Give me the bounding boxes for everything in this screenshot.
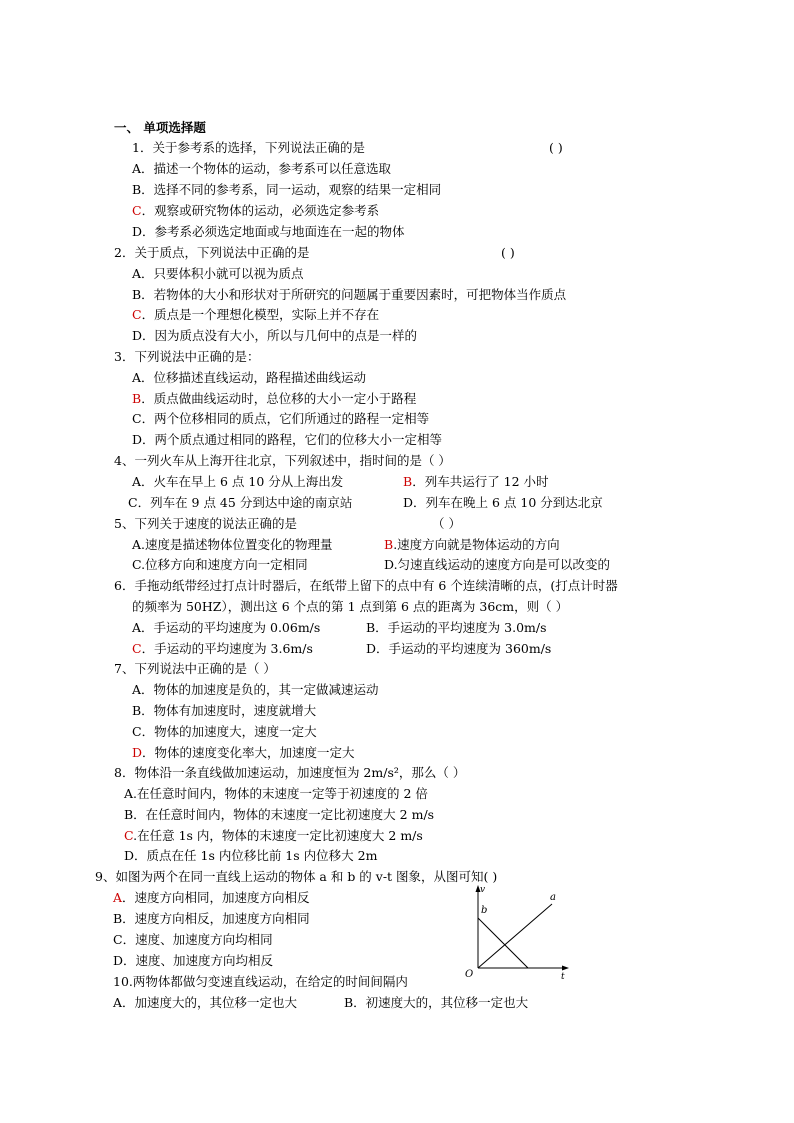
q3-option-d: D．两个质点通过相同的路程，它们的位移大小一定相等 bbox=[132, 432, 443, 447]
a-label: a bbox=[550, 892, 556, 903]
q5-option-b-text: .速度方向就是物体运动的方向 bbox=[393, 537, 560, 552]
q7-option-a: A．物体的加速度是负的，其一定做减速运动 bbox=[132, 682, 379, 697]
q2-option-c-text: ．质点是一个理想化模型，实际上并不存在 bbox=[141, 307, 380, 322]
q7-option-d bbox=[132, 745, 355, 761]
q1-option-c bbox=[132, 203, 379, 219]
q3-stem: 3．下列说法中正确的是： bbox=[114, 349, 260, 364]
q8-option-a: A.在任意时间内，物体的末速度一定等于初速度的 2 倍 bbox=[124, 786, 428, 801]
q8-option-c-letter: C bbox=[124, 828, 134, 843]
q10-option-b: B．初速度大的，其位移一定也大 bbox=[344, 995, 529, 1010]
q5-option-a: A.速度是描述物体位置变化的物理量 bbox=[132, 537, 333, 552]
q9-option-a-letter: A bbox=[113, 890, 123, 905]
q1-option-d: D．参考系必须选定地面或与地面连在一起的物体 bbox=[132, 224, 405, 239]
section-title: 一、 单项选择题 bbox=[114, 120, 206, 135]
q5-option-b bbox=[384, 537, 560, 553]
q5-stem: 5、下列关于速度的说法正确的是 bbox=[114, 516, 297, 531]
q9-option-d: D．速度、加速度方向均相反 bbox=[113, 953, 274, 968]
q9-option-a-text: ．速度方向相同，加速度方向相反 bbox=[122, 890, 310, 905]
q8-option-b: B．在任意时间内，物体的末速度一定比初速度大 2 m/s bbox=[124, 807, 435, 822]
q5-option-b-letter: B bbox=[384, 537, 394, 552]
q4-option-b-text: ．列车共运行了 12 小时 bbox=[412, 474, 549, 489]
q2-option-c bbox=[132, 307, 379, 323]
q6-stem-line2: 的频率为 50HZ），测出这 6 个点的第 1 点到第 6 点的距离为 36cm，则（ ） bbox=[132, 599, 569, 614]
q7-stem: 7、下列说法中正确的是（ ） bbox=[114, 661, 276, 676]
q8-option-c-text: .在任意 1s 内，物体的末速度一定比初速度大 2 m/s bbox=[133, 828, 423, 843]
q9-stem: 9、如图为两个在同一直线上运动的物体 a 和 b 的 v-t 图象，从图可知( ) bbox=[95, 869, 498, 884]
line-b bbox=[478, 918, 528, 968]
q1-stem: 1．关于参考系的选择，下列说法正确的是 bbox=[132, 140, 365, 155]
q3-option-b bbox=[132, 391, 416, 407]
q6-stem-line1: 6．手拖动纸带经过打点计时器后，在纸带上留下的点中有 6 个连续清晰的点，(打点计时器 bbox=[114, 578, 618, 593]
q4-option-a: A．火车在早上 6 点 10 分从上海出发 bbox=[132, 474, 344, 489]
q7-option-b: B．物体有加速度时，速度就增大 bbox=[132, 703, 317, 718]
q2-option-b: B．若物体的大小和形状对于所研究的问题属于重要因素时，可把物体当作质点 bbox=[132, 287, 567, 302]
q5-option-d: D.匀速直线运动的速度方向是可以改变的 bbox=[384, 557, 611, 572]
q4-option-c: C．列车在 9 点 45 分到达中途的南京站 bbox=[128, 495, 353, 510]
q7-option-d-letter: D bbox=[132, 745, 143, 760]
q8-option-c bbox=[124, 828, 423, 844]
b-label: b bbox=[481, 905, 488, 916]
q4-option-b bbox=[403, 474, 549, 490]
q8-stem: 8．物体沿一条直线做加速运动，加速度恒为 2m/s²，那么（ ） bbox=[114, 765, 466, 780]
q3-option-c: C．两个位移相同的质点，它们所通过的路程一定相等 bbox=[132, 411, 430, 426]
q1-option-c-text: ．观察或研究物体的运动，必须选定参考系 bbox=[141, 203, 380, 218]
q5-option-c: C.位移方向和速度方向一定相同 bbox=[132, 557, 308, 572]
v-label: v bbox=[480, 885, 486, 895]
q2-option-c-letter: C bbox=[132, 307, 142, 322]
q1-option-b: B．选择不同的参考系，同一运动，观察的结果一定相同 bbox=[132, 182, 442, 197]
t-axis-arrow bbox=[562, 966, 569, 971]
vt-graph bbox=[456, 880, 576, 988]
q3-option-a: A．位移描述直线运动，路程描述曲线运动 bbox=[132, 370, 367, 385]
t-label: t bbox=[561, 972, 565, 982]
q4-option-d: D．列车在晚上 6 点 10 分到达北京 bbox=[403, 495, 603, 510]
q1-option-a: A．描述一个物体的运动，参考系可以任意选取 bbox=[132, 161, 392, 176]
q6-option-c-letter: C bbox=[132, 641, 142, 656]
q2-stem: 2．关于质点，下列说法中正确的是 bbox=[114, 245, 310, 260]
q4-stem: 4、一列火车从上海开往北京，下列叙述中，指时间的是（ ） bbox=[114, 453, 451, 468]
q3-option-b-letter: B bbox=[132, 391, 142, 406]
q6-option-a: A．手运动的平均速度为 0.06m/s bbox=[132, 620, 321, 635]
q10-stem: 10.两物体都做匀变速直线运动，在给定的时间间隔内 bbox=[113, 974, 408, 989]
q7-option-c: C．物体的加速度大，速度一定大 bbox=[132, 724, 317, 739]
q2-option-d: D．因为质点没有大小，所以与几何中的点是一样的 bbox=[132, 328, 418, 343]
q9-option-b: B．速度方向相反，加速度方向相同 bbox=[113, 911, 310, 926]
q1-answer-bracket: ( ) bbox=[549, 140, 563, 155]
q1-option-c-letter: C bbox=[132, 203, 142, 218]
q6-option-c-text: ．手运动的平均速度为 3.6m/s bbox=[141, 641, 313, 656]
q2-option-a: A．只要体积小就可以视为质点 bbox=[132, 266, 304, 281]
origin-label: O bbox=[465, 969, 474, 980]
q8-option-d: D．质点在任 1s 内位移比前 1s 内位移大 2m bbox=[124, 848, 378, 863]
q2-answer-bracket: ( ) bbox=[501, 245, 515, 260]
q10-option-a: A．加速度大的，其位移一定也大 bbox=[113, 995, 298, 1010]
q3-option-b-text: ．质点做曲线运动时，总位移的大小一定小于路程 bbox=[141, 391, 417, 406]
q4-option-b-letter: B bbox=[403, 474, 413, 489]
q6-option-b: B．手运动的平均速度为 3.0m/s bbox=[366, 620, 547, 635]
q6-option-c bbox=[132, 641, 313, 657]
q9-option-a bbox=[113, 890, 310, 906]
q6-option-d: D．手运动的平均速度为 360m/s bbox=[366, 641, 552, 656]
q9-option-c: C．速度、加速度方向均相同 bbox=[113, 932, 273, 947]
q7-option-d-text: ．物体的速度变化率大，加速度一定大 bbox=[142, 745, 355, 760]
line-a bbox=[478, 904, 552, 968]
q5-answer-bracket: （ ） bbox=[432, 516, 461, 531]
